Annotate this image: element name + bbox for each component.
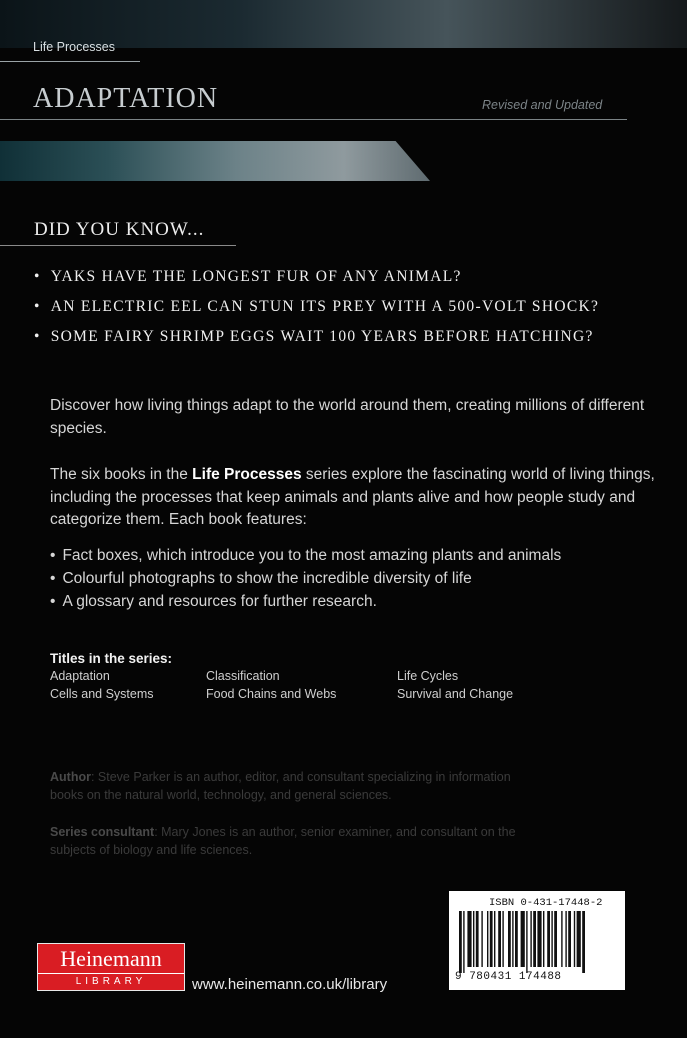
series-title: Classification (206, 669, 280, 683)
did-you-know-rule (0, 245, 236, 246)
author-label: Author (50, 770, 91, 784)
publisher-logo (37, 943, 185, 991)
barcode-bar (508, 911, 511, 967)
barcode-bar (543, 911, 544, 967)
barcode-bar (547, 911, 550, 967)
did-you-know-heading: DID YOU KNOW... (34, 219, 205, 240)
series-title: Life Cycles (397, 669, 459, 683)
fact-item: • YAKS HAVE THE LONGEST FUR OF ANY ANIMAL? (34, 262, 599, 292)
consultant-label: Series consultant (50, 825, 155, 839)
barcode-bar (533, 911, 536, 967)
barcode-bar (502, 911, 503, 967)
barcode-bar (459, 911, 462, 973)
logo-name: Heinemann (60, 946, 162, 971)
barcode-bar (467, 911, 471, 967)
barcode-bar (498, 911, 501, 967)
titles-column (50, 668, 154, 703)
series-title: Survival and Change (397, 686, 514, 701)
titles-column (397, 668, 513, 703)
barcode-bar (463, 911, 464, 973)
wave-band (0, 141, 430, 181)
barcode-bar (537, 911, 541, 967)
barcode-bar (551, 911, 552, 967)
series-paragraph (50, 464, 660, 532)
series-label: Life Processes (33, 40, 115, 54)
barcode-bar (512, 911, 513, 967)
barcode-bar (473, 911, 474, 967)
feature-item: • A glossary and resources for further research. (50, 590, 561, 613)
barcode-bar (574, 911, 575, 967)
barcode-bar (568, 911, 571, 967)
barcode-bar (481, 911, 482, 967)
series-name: Life Processes (192, 466, 302, 483)
barcode-bar (490, 911, 493, 967)
barcode-bar (526, 911, 527, 973)
barcode-bar (577, 911, 581, 967)
series-title: Food Chains and Webs (206, 686, 337, 701)
publisher-url[interactable]: www.heinemann.co.uk/library (192, 976, 388, 993)
barcode-bar (487, 911, 488, 967)
fact-item: • AN ELECTRIC EEL CAN STUN ITS PREY WITH A 500-VOLT SHOCK? (34, 292, 599, 322)
isbn-label: ISBN 0-431-17448-2 (489, 897, 603, 909)
series-title: Adaptation (50, 669, 110, 683)
author-text: : Steve Parker is an author, editor, and consultant specializing in information books on the natural world, technology, and general sciences. (50, 770, 511, 802)
barcode-bar (565, 911, 566, 967)
series-underline (0, 61, 140, 62)
barcode-bar (582, 911, 585, 973)
fact-list (34, 262, 599, 352)
book-title: ADAPTATION (33, 83, 219, 114)
author-credit (50, 768, 530, 804)
series-title: Cells and Systems (50, 686, 154, 701)
barcode-bar (554, 911, 557, 967)
title-rule (0, 119, 627, 120)
barcode-bar (561, 911, 562, 967)
barcode-bar (476, 911, 479, 967)
series-text-before: The six books in the (50, 466, 193, 483)
intro-paragraph: Discover how living things adapt to the world around them, creating millions of different species. (50, 397, 645, 437)
feature-item: • Fact boxes, which introduce you to the most amazing plants and animals (50, 544, 561, 567)
barcode-number: 9 780431 174488 (455, 971, 562, 983)
logo-subtitle: LIBRARY (38, 973, 184, 987)
fact-item: • SOME FAIRY SHRIMP EGGS WAIT 100 YEARS BEFORE HATCHING? (34, 322, 599, 352)
consultant-text: : Mary Jones is an author, senior examiner, and consultant on the subjects of biology and life sciences. (50, 825, 516, 857)
titles-heading: Titles in the series: (50, 651, 173, 666)
barcode (449, 891, 625, 990)
edition-label: Revised and Updated (482, 98, 603, 112)
barcode-bars (455, 911, 619, 973)
barcode-bar (515, 911, 518, 967)
barcode-bar (521, 911, 525, 967)
feature-list (50, 544, 561, 613)
consultant-credit (50, 823, 530, 859)
barcode-bar (494, 911, 495, 967)
feature-item: • Colourful photographs to show the incredible diversity of life (50, 567, 561, 590)
series-text-after: series explore the fascinating world of living things, including the processes that keep animals and plants alive and how people study and categorize them. Each book features: (50, 466, 655, 528)
titles-column (206, 668, 336, 703)
barcode-bar (530, 911, 531, 967)
